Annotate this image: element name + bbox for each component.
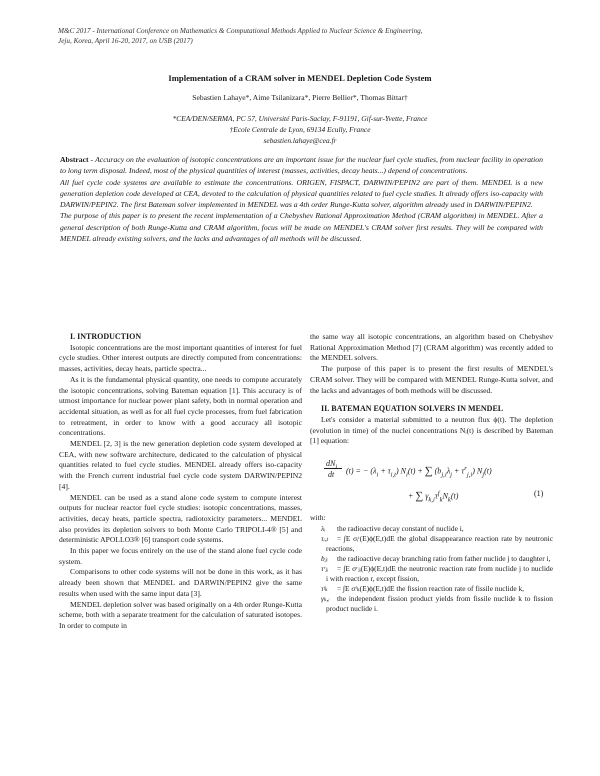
def-decay-constant	[310, 524, 553, 534]
intro-paragraph-2: As it is the fundamental physical quantity, one needs to compute accurately the isotopic concentrations, solving Bateman equation [1]. This accuracy is of utmost importance for nuclear power plant safety, both in normal operation and accidental situation, as well as for all fuel cycle processes, from fuel fabrication to retreatment, in order to know with a good accuracy all isotopic concentrations.	[59, 374, 302, 438]
abstract-label: Abstract	[60, 155, 89, 164]
abstract-paragraph-1	[60, 154, 543, 177]
affiliation-cea: *CEA/DEN/SERMA, PC 57, Université Paris-Saclay, F-91191, Gif-sur-Yvette, France	[172, 114, 428, 123]
conference-line-2: Jeju, Korea, April 16-20, 2017, on USB (2017)	[58, 36, 193, 45]
paper-title: Implementation of a CRAM solver in MENDEL Depletion Code System	[168, 73, 432, 83]
def-text: = ∫E σᵢᵗ(E)ϕ(E,t)dE the global disappearance reaction rate by neutronic reactions,	[326, 533, 553, 553]
def-text: the radioactive decay branching ratio from father nuclide j to daughter i,	[337, 553, 551, 563]
def-symbol: γₖ,ᵢ	[321, 593, 330, 603]
def-fission-rate	[310, 584, 553, 594]
def-text: the radioactive decay constant of nuclide i,	[337, 523, 464, 533]
def-global-disappearance-rate	[310, 534, 553, 554]
equation-number: (1)	[534, 489, 544, 499]
def-neutronic-reaction-rate	[310, 564, 553, 584]
bateman-heading: II. BATEMAN EQUATION SOLVERS IN MENDEL	[321, 404, 504, 414]
abstract-paragraph-3: The purpose of this paper is to present the recent implementation of a Chebyshev Rational Approximation Method (CRAM algorithm) in MENDEL. After a general description of both Runge-Kutta and CRAM algorithm, focus will be made on MENDEL's CRAM solver first results. They will be compared with MENDEL already existing solvers, and the lacks and advantages of all methods will be discussed.	[60, 211, 543, 244]
right-column	[310, 332, 553, 614]
bateman-equation: $dN_i$ dt (t) = − $(\lambda_i + \tau_{i,t}) N_i(t)$ + ∑ $(b_{j,i}\lambda_j + \tau^r_{j,i})$ $N_j(t)$ + ∑ $\gamma_{k,i}\tau^f_kN_k(t)$ (1)	[326, 459, 544, 504]
abstract-text-1: - Accuracy on the evaluation of isotopic concentrations are an important issue for the nuclear fuel cycle studies, from nuclear facility in operation to long term disposal. Indeed, most of the physical quantities of interest (masses, activities, decay heats...) depend of concentrations.	[60, 155, 543, 176]
intro-heading: I. INTRODUCTION	[70, 332, 142, 341]
with-label: with:	[310, 513, 326, 523]
intro-paragraph-5: In this paper we focus entirely on the use of the stand alone fuel cycle code system.	[59, 546, 302, 566]
def-text: the independent fission product yields from fissile nuclide k to fission product nuclide i.	[326, 593, 553, 613]
def-symbol: τʳⱼᵢ	[321, 563, 329, 573]
affiliations	[40, 113, 560, 146]
def-symbol: τᵢ,ₜ	[321, 533, 329, 543]
intro-paragraph-4: MENDEL can be used as a stand alone code system to compute interest outputs for nuclear reactor fuel cycle studies: isotopic concentrations, masses, activities, decay heats, particle spectra, radiotoxicity parameters... MENDEL also provides its depletion solvers to both Monte Carlo TRIPOLI-4® [5] and deterministic APOLLO3® [6] transport code systems.	[59, 492, 302, 545]
def-symbol: bⱼᵢ	[321, 553, 328, 563]
def-symbol: τᶠₖ	[321, 583, 328, 593]
bateman-intro-paragraph: Let's consider a material submitted to a neutron flux ϕ(t). The depletion (evolution in time) of the nuclei concentrations Nᵢ(t) is described by Bateman [1] equation:	[310, 414, 553, 446]
intro-paragraph-3: MENDEL [2, 3] is the new generation depletion code system developed at CEA, with new software architecture, dedicated to the calculation of physical quantities related to fuel cycle studies. MENDEL already offers iso-capacity with the French current industrial fuel cycle code system DARWIN/PEPIN2 [4].	[59, 439, 302, 491]
contact-email[interactable]: sebastien.lahaye@cea.fr	[263, 136, 337, 145]
author-list: Sebastien Lahaye*, Aime Tsilanizara*, Pierre Bellier*, Thomas Bittar†	[192, 93, 408, 102]
intro-paragraph-1: Isotopic concentrations are the most important quantities of interest for fuel cycle studies. Other interest outputs are directly computed from concentrations: masses, activities, decay heats, particle spectra...	[59, 342, 302, 374]
abstract	[60, 154, 543, 244]
conference-line-1: M&C 2017 - International Conference on Mathematics & Computational Methods Applied to Nuclear Science & Engineering,	[58, 27, 423, 35]
def-branching-ratio	[310, 554, 553, 564]
def-fission-yields	[310, 594, 553, 614]
conference-header	[58, 27, 558, 46]
intro-paragraph-7: MENDEL depletion solver was based originally on a 4th order Runge-Kutta scheme, both with a separate treatment for the calculation of saturated isotopes. In order to compute in	[59, 599, 302, 630]
left-column	[59, 332, 302, 632]
abstract-paragraph-2: All fuel cycle code systems are available to estimate the concentrations. ORIGEN, FISPACT, DARWIN/PEPIN2 are part of them. MENDEL is a new generation depletion code developed at CEA, devoted to the calculation of physical quantities related to fuel cycle studies. It already offers iso-capacity with DARWIN/PEPIN2. The first Bateman solver implemented in MENDEL was a 4th order Runge-Kutta solver, algorithm already used in DARWIN/PEPIN2.	[60, 177, 543, 210]
def-text: = ∫E σᶠₖ(E)ϕ(E,t)dE the fission reaction rate of fissile nuclide k,	[337, 583, 524, 593]
symbol-definitions	[310, 524, 553, 614]
intro-paragraph-6: Comparisons to other code systems will not be done in this work, as it has already been shown that MENDEL and DARWIN/PEPIN2 give the same results when used with the same input data [3].	[59, 567, 302, 598]
intro-paragraph-7-continued: the same way all isotopic concentrations, an algorithm based on Chebyshev Rational Approximation Method [7] (CRAM algorithm) was recently added to the MENDEL solvers.	[310, 332, 553, 363]
def-symbol: λᵢ	[321, 523, 326, 533]
affiliation-ecl: †Ecole Centrale de Lyon, 69134 Ecully, France	[229, 125, 371, 134]
intro-paragraph-8: The purpose of this paper is to present the first results of MENDEL's CRAM solver. They will be compared with MENDEL Runge-Kutta solver, and the lacks and advantages of both methods will be discussed.	[310, 364, 553, 395]
def-text: = ∫E σʳⱼᵢ(E)ϕ(E,t)dE the neutronic reaction rate from nuclide j to nuclide i with reaction r, except fission,	[326, 563, 553, 583]
